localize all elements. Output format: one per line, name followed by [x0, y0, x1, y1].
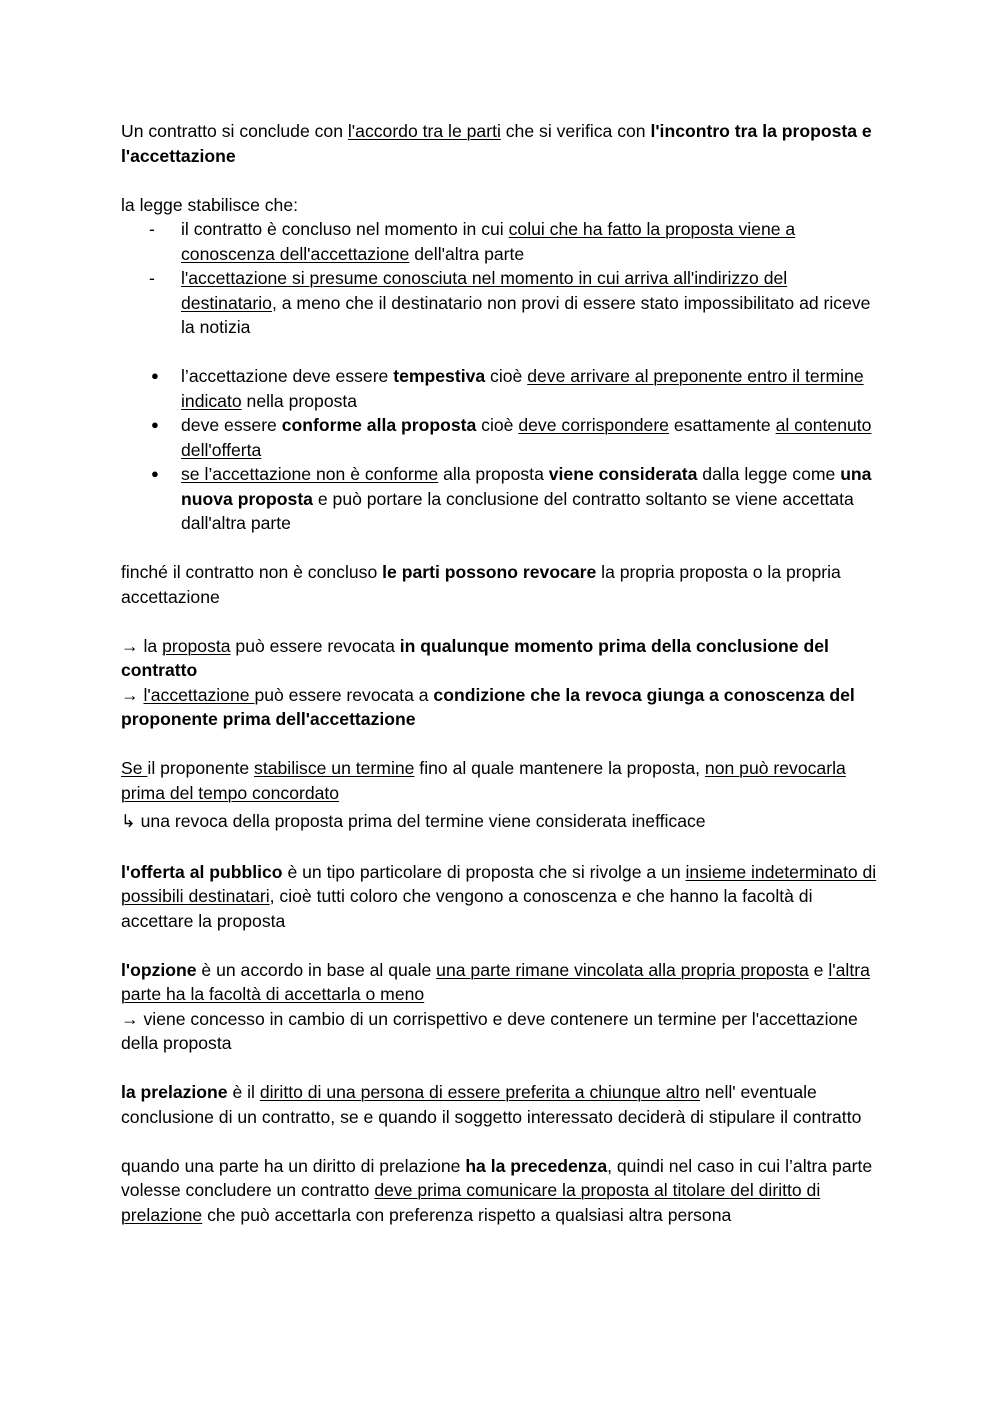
bold-text: in qualunque momento prima della conclusione del contratto	[121, 635, 829, 680]
bold-text: ha la precedenza	[465, 1155, 608, 1176]
text: Un contratto si conclude con	[121, 121, 348, 141]
return-arrow-icon: ↳	[121, 811, 136, 831]
arrow-text: → la	[121, 635, 163, 656]
underlined-text: stabilisce un termine	[254, 758, 415, 778]
underlined-text: non può revocarla prima del tempo concordato	[121, 758, 846, 803]
underlined-text: deve prima comunicare la proposta al titolare del diritto di prelazione	[121, 1180, 821, 1225]
text: la propria proposta o la propria accettazione	[121, 562, 841, 607]
text: può essere revocata a	[254, 684, 434, 705]
list-item	[121, 413, 881, 462]
text: il proponente	[147, 758, 255, 778]
text: e può portare la conclusione del contratto soltanto se viene accettata dall'altra parte	[181, 488, 854, 533]
bold-text: le parti possono revocare	[382, 562, 597, 582]
dash-list	[121, 217, 881, 340]
dash-marker: -	[149, 268, 155, 288]
text: è il	[227, 1082, 260, 1102]
paragraph-acceptance-revocation	[121, 683, 881, 732]
paragraph-public-offer	[121, 860, 881, 934]
underlined-text: l'accordo tra le parti	[347, 121, 501, 141]
list-item	[121, 364, 881, 413]
paragraph-option	[121, 958, 881, 1007]
text: che si verifica con	[500, 121, 651, 141]
bullet-list	[121, 364, 881, 536]
text: nella proposta	[241, 390, 358, 411]
underlined-text: deve corrispondere	[518, 415, 669, 435]
bold-text: condizione che la revoca giunga a conoscenza del proponente prima dell'accettazione	[121, 684, 855, 729]
list-item	[121, 266, 881, 340]
paragraph-term-note	[121, 809, 881, 834]
text: deve essere	[181, 415, 282, 435]
underlined-text: colui che ha fatto la proposta viene a conoscenza dell'accettazione	[181, 219, 796, 264]
underlined-text: se l’accettazione non è conforme	[181, 464, 439, 484]
bullet-marker: ●	[151, 368, 159, 383]
bold-text: l'offerta al pubblico	[121, 861, 283, 882]
underlined-text: l'altra parte ha la facoltà di accettarla o meno	[121, 959, 870, 1004]
bold-text: la prelazione	[121, 1082, 228, 1102]
underlined-text: l'accettazione si presume conosciuta nel momento in cui arriva all'indirizzo del destinatario	[181, 268, 788, 313]
paragraph-preemption	[121, 1080, 881, 1129]
paragraph-proposal-revocation	[121, 634, 881, 683]
bullet-marker: ●	[151, 417, 159, 432]
text: una revoca della proposta prima del termine viene considerata inefficace	[135, 811, 706, 831]
paragraph-law-intro: la legge stabilisce che:	[121, 194, 299, 215]
text: cioè	[485, 366, 528, 386]
text: è un tipo particolare di proposta che si rivolge a un	[282, 861, 686, 882]
text: può essere revocata	[230, 635, 400, 656]
bold-text: l'incontro tra la proposta e l'accettazione	[121, 121, 872, 166]
text: , quindi nel caso in cui l’altra parte volesse concludere un contratto	[121, 1155, 873, 1200]
list-item	[121, 217, 881, 266]
bold-text: tempestiva	[393, 366, 486, 386]
arrow-text: →	[121, 1008, 139, 1029]
paragraph-revocation	[121, 560, 881, 609]
text: è un accordo in base al quale	[196, 959, 437, 980]
underlined-text: Se	[121, 758, 148, 778]
paragraph-term	[121, 756, 881, 805]
dash-marker: -	[149, 219, 155, 239]
paragraph-contract-definition	[121, 119, 881, 168]
bold-text: conforme alla proposta	[281, 415, 477, 435]
text: viene concesso in cambio di un corrispettivo e deve contenere un termine per l'accettazione della proposta	[121, 1008, 858, 1053]
text: quando una parte ha un diritto di prelazione	[121, 1155, 466, 1176]
bullet-marker: ●	[151, 466, 159, 481]
bold-text: una nuova proposta	[181, 464, 872, 509]
text: cioè	[476, 415, 519, 435]
text: finché il contratto non è concluso	[121, 562, 383, 582]
text: dell'altra parte	[409, 243, 525, 264]
underlined-text: una parte rimane vincolata alla propria proposta	[436, 959, 809, 980]
text: alla proposta	[438, 464, 549, 484]
bold-text: viene considerata	[548, 464, 698, 484]
text: il contratto è concluso nel momento in cui	[181, 219, 509, 239]
text: e	[808, 959, 829, 980]
underlined-text: deve arrivare al preponente entro il termine indicato	[181, 366, 864, 411]
list-item	[121, 462, 881, 536]
text: , cioè tutti coloro che vengono a conoscenza e che hanno la facoltà di accettare la proposta	[121, 886, 813, 931]
text: nell' eventuale conclusione di un contratto, se e quando il soggetto interessato deciderà di stipulare il contratto	[121, 1082, 862, 1127]
bold-text: l'opzione	[121, 959, 197, 980]
text: dalla legge come	[697, 464, 841, 484]
document-body	[121, 119, 881, 1227]
text: fino al quale mantenere la proposta,	[414, 758, 705, 778]
underlined-text: proposta	[162, 635, 231, 656]
text: , a meno che il destinatario non provi di essere stato impossibilitato ad riceve la notizia	[181, 292, 871, 337]
underlined-text: l'accettazione	[143, 684, 255, 705]
underlined-text: al contenuto dell'offerta	[181, 415, 872, 460]
text: che può accettarla con preferenza rispetto a qualsiasi altra persona	[202, 1204, 732, 1225]
paragraph-option-note	[121, 1007, 881, 1056]
arrow-text: →	[121, 684, 144, 705]
underlined-text: insieme indeterminato di possibili destinatari	[121, 861, 877, 906]
underlined-text: diritto di una persona di essere preferita a chiunque altro	[259, 1082, 700, 1102]
text: esattamente	[668, 415, 776, 435]
paragraph-preemption-precedence	[121, 1154, 881, 1228]
text: l’accettazione deve essere	[181, 366, 394, 386]
